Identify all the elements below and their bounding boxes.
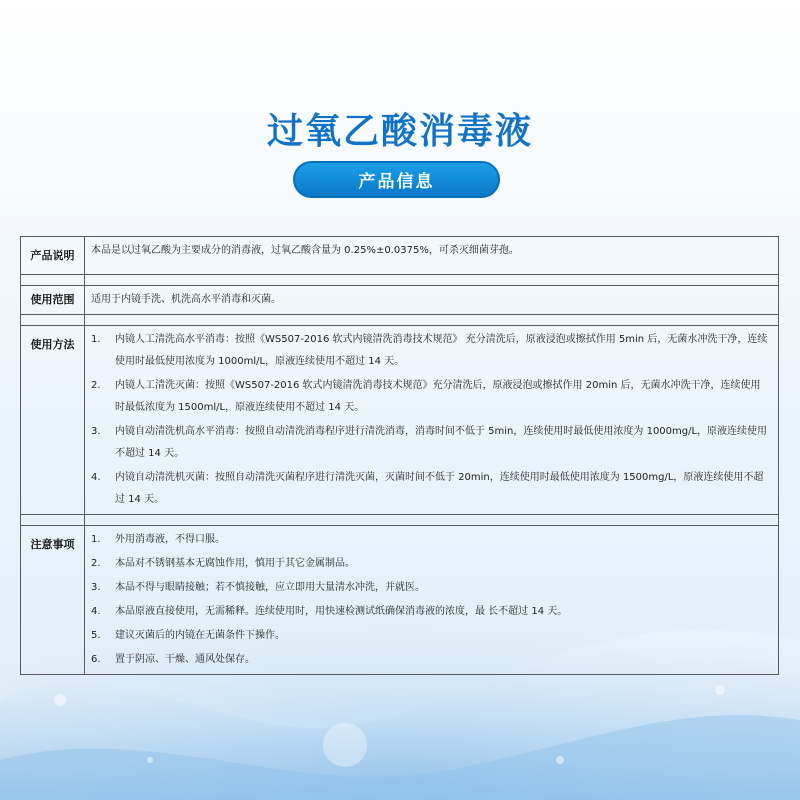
row-description [21,237,779,275]
note-item [91,601,770,623]
note-item [91,529,770,551]
note-item-text: 置于阴凉、干燥、通风处保存。 [115,654,255,665]
method-item-text: 内镜人工清洗灭菌：按照《WS507-2016 软式内镜清洗消毒技术规范》充分清洗后，原液浸泡或擦拭作用 20min 后，无菌水冲洗干净，连续使用时最低浓度为 1500ml/L，原液连续使用不超过 14 天。 [115,380,761,413]
label-method: 使用方法 [21,326,85,515]
note-item-number: 5. [91,630,101,641]
content-scope: 适用于内镜手洗、机洗高水平消毒和灭菌。 [85,286,779,315]
row-notes [21,526,779,675]
label-description: 产品说明 [21,237,85,275]
label-notes: 注意事项 [21,526,85,675]
row-method [21,326,779,515]
note-item [91,625,770,647]
note-item-number: 4. [91,606,101,617]
note-item-text: 外用消毒液，不得口服。 [115,534,225,545]
note-item [91,649,770,671]
note-item-number: 6. [91,654,101,665]
note-item-text: 本品原液直接使用，无需稀释。连续使用时，用快速检测试纸确保消毒液的浓度，最 长不超过 14 天。 [115,606,568,617]
content-method [85,326,779,515]
section-label-pill [293,161,500,198]
method-item-text: 内镜人工清洗高水平消毒：按照《WS507-2016 软式内镜清洗消毒技术规范》 充分清洗后，原液浸泡或擦拭作用 5min 后，无菌水冲洗干净，连续使用时最低使用浓度为 1000ml/L，原液连续使用不超过 14 天。 [115,334,768,367]
note-item-number: 3. [91,582,101,593]
content-notes [85,526,779,675]
section-label: 产品信息 [358,172,435,192]
method-item-text: 内镜自动清洗机灭菌：按照自动清洗灭菌程序进行清洗灭菌，灭菌时间不低于 20min，连续使用时最低使用浓度为 1500mg/L，原液连续使用不超过 14 天。 [115,472,764,505]
method-item [91,421,770,465]
method-item-text: 内镜自动清洗机高水平消毒：按照自动清洗消毒程序进行清洗消毒，消毒时间不低于 5min，连续使用时最低使用浓度为 1000mg/L，原液连续使用不超过 14 天。 [115,426,768,459]
note-item-text: 本品对不锈钢基本无腐蚀作用，慎用于其它金属制品。 [115,558,355,569]
method-item-number: 3. [91,426,101,437]
method-item [91,375,770,419]
note-item [91,553,770,575]
note-item [91,577,770,599]
note-item-number: 2. [91,558,101,569]
row-scope [21,286,779,315]
label-scope: 使用范围 [21,286,85,315]
method-item [91,467,770,511]
product-info-table [20,236,779,675]
note-item-text: 建议灭菌后的内镜在无菌条件下操作。 [115,630,285,641]
method-item [91,329,770,373]
method-item-number: 2. [91,380,101,391]
method-item-number: 1. [91,334,101,345]
note-item-number: 1. [91,534,101,545]
page-title: 过氧乙酸消毒液 [266,111,533,152]
note-item-text: 本品不得与眼睛接触；若不慎接触，应立即用大量清水冲洗，并就医。 [115,582,425,593]
content-description: 本品是以过氧乙酸为主要成分的消毒液，过氧乙酸含量为 0.25%±0.0375%，可杀灭细菌芽孢。 [85,237,779,275]
method-item-number: 4. [91,472,101,483]
